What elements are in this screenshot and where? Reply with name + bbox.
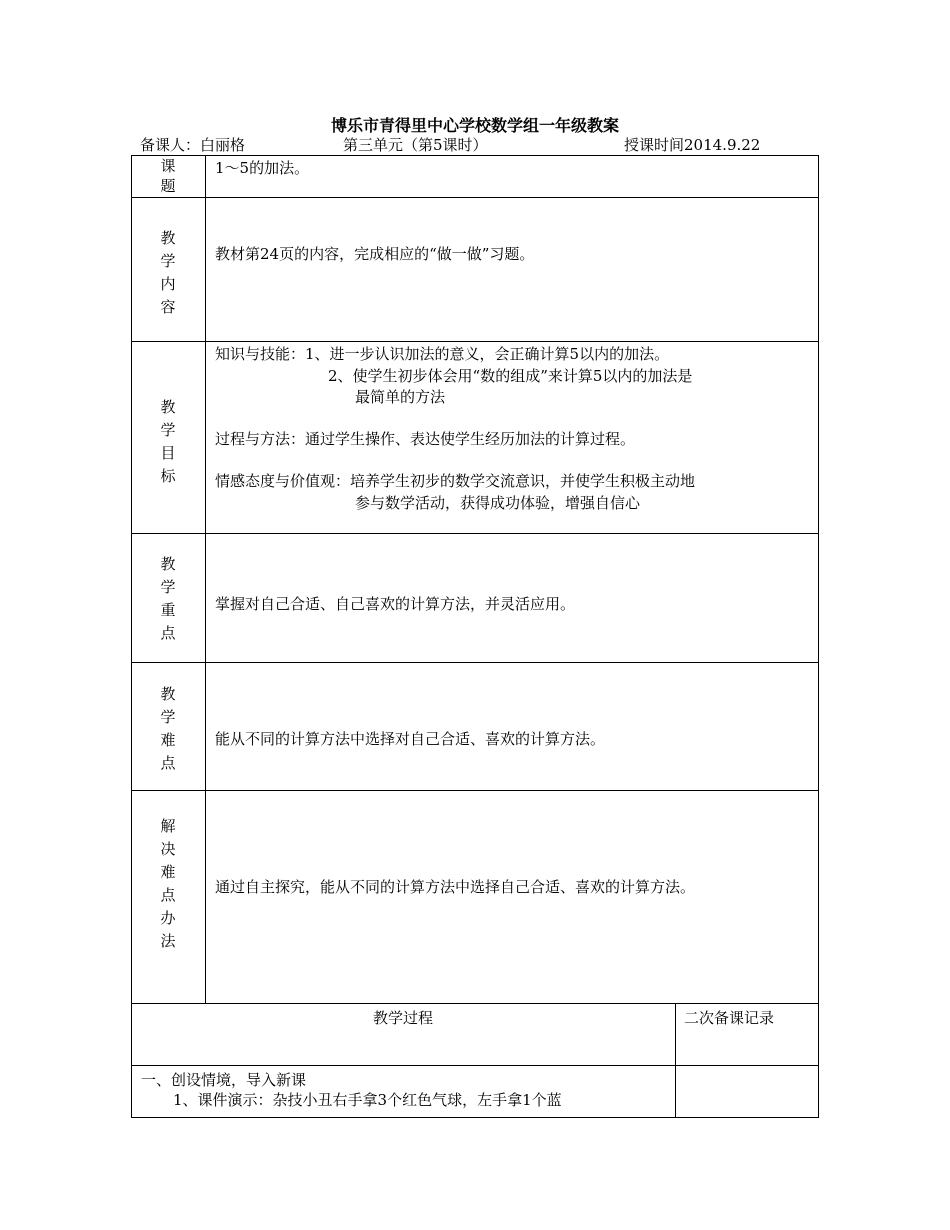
solution-text: 通过自主探究，能从不同的计算方法中选择自己合适、喜欢的计算方法。: [215, 878, 696, 896]
label-column-divider: [205, 155, 206, 1004]
row-divider: [131, 533, 819, 534]
process-header: 教学过程: [372, 1009, 433, 1027]
row-divider: [131, 790, 819, 791]
topic-content: 1～5的加法。: [215, 159, 310, 177]
row-divider: [131, 1003, 819, 1004]
label-teaching-content: 教 学 内 容: [160, 229, 176, 316]
teaching-content-text: 教材第24页的内容，完成相应的“做一做”习题。: [215, 245, 535, 263]
table-border-right: [818, 155, 819, 1118]
unit-info: 第三单元（第5课时）: [343, 136, 488, 154]
notes-header: 二次备课记录: [684, 1009, 775, 1027]
label-key-points: 教 学 重 点: [160, 555, 176, 642]
label-teaching-goals: 教 学 目 标: [160, 398, 176, 485]
label-topic: 课 题: [160, 157, 176, 195]
goals-line: 2、使学生初步体会用“数的组成”来计算5以内的加法是: [328, 367, 693, 385]
goals-line: 参与数学活动，获得成功体验，增强自信心: [355, 494, 641, 512]
difficulties-text: 能从不同的计算方法中选择对自己合适、喜欢的计算方法。: [215, 730, 606, 748]
lesson-date: 授课时间2014.9.22: [624, 136, 761, 154]
process-item: 1、课件演示：杂技小丑右手拿3个红色气球，左手拿1个蓝: [173, 1091, 562, 1109]
preparer: 备课人：白丽格: [140, 136, 246, 154]
document-title: 博乐市青得里中心学校数学组一年级教案: [330, 116, 619, 135]
table-border-bottom: [131, 1117, 819, 1118]
row-divider: [131, 662, 819, 663]
row-divider: [131, 197, 819, 198]
key-points-text: 掌握对自己合适、自己喜欢的计算方法，并灵活应用。: [215, 595, 576, 613]
goals-line: 最简单的方法: [355, 388, 446, 406]
label-solution: 解 决 难 点 办 法: [160, 817, 176, 950]
table-border-top: [131, 155, 819, 156]
goals-line: 知识与技能：1、进一步认识加法的意义，会正确计算5以内的加法。: [215, 345, 670, 363]
notes-column-divider: [675, 1003, 676, 1118]
label-difficulties: 教 学 难 点: [160, 685, 176, 772]
row-divider: [131, 341, 819, 342]
process-section-title: 一、创设情境，导入新课: [141, 1071, 307, 1089]
row-divider: [131, 1065, 819, 1066]
goals-line: 情感态度与价值观：培养学生初步的数学交流意识，并使学生积极主动地: [215, 472, 696, 490]
goals-line: 过程与方法：通过学生操作、表达使学生经历加法的计算过程。: [215, 430, 636, 448]
